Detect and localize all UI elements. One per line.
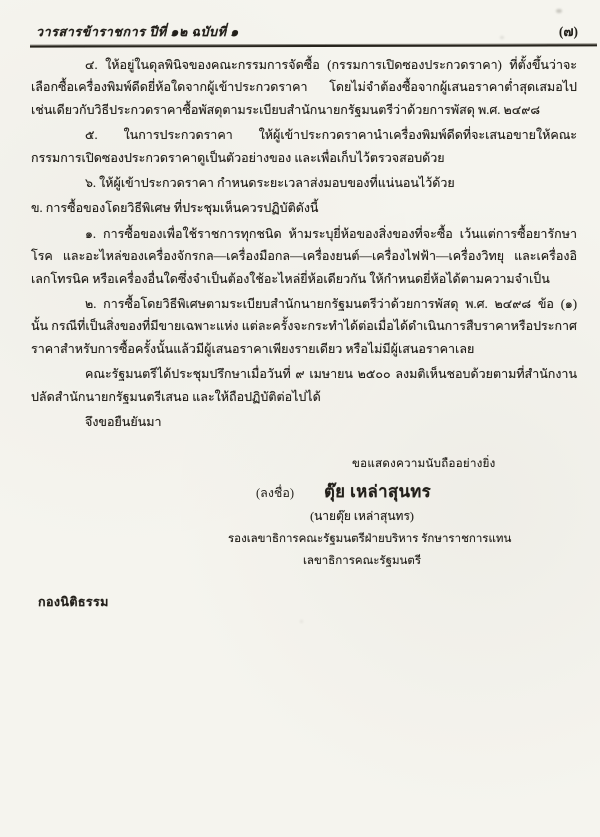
scan-noise	[300, 620, 303, 623]
page-number: (๗)	[558, 24, 578, 39]
signed-label: (ลงชื่อ)	[256, 486, 295, 500]
header-divider	[30, 43, 597, 47]
scan-noise	[556, 9, 562, 13]
closing-line: จึงขอยืนยันมา	[85, 415, 162, 430]
complimentary-close: ขอแสดงความนับถืออย่างยิ่ง	[352, 458, 496, 470]
signer-position-line1: รองเลขาธิการคณะรัฐมนตรีฝ่ายบริหาร รักษาราชการแทน	[228, 533, 512, 545]
paragraph-2: ๒. การซื้อโดยวิธีพิเศษตามระเบียบสำนักนายกรัฐมนตรีว่าด้วยการพัสดุ พ.ศ. ๒๔๙๘ ข้อ (๑) นั้น กรณีที่เป็นสิ่งของที่มีขายเฉพาะแห่ง แต่ละครั้งจะกระทำได้ต่อเมื่อได้ดำเนินการสืบราคาหรือประกาศราคาสำหรับการซื้อครั้งนั้นแล้วมีผู้เสนอราคาเพียงรายเดียว หรือไม่มีผู้เสนอราคาเลย	[31, 297, 577, 356]
signature-name: ตุ๊ย เหล่าสุนทร	[324, 482, 432, 501]
paragraph-1: ๑. การซื้อของเพื่อใช้ราชการทุกชนิด ห้ามระบุยี่ห้อของสิ่งของที่จะซื้อ เว้นแต่การซื้อยารักษาโรค และอะไหล่ของเครื่องจักรกล—เครื่องมือกล—เครื่องยนต์—เครื่องไฟฟ้า—เครื่องวิทยุ และเครื่องอิเลกโทรนิค หรือเครื่องอื่นใดซึ่งจำเป็นต้องใช้อะไหล่ยี่ห้อเดียวกัน ให้กำหนดยี่ห้อได้ตามความจำเป็น	[31, 226, 577, 286]
signer-position-line2: เลขาธิการคณะรัฐมนตรี	[302, 555, 422, 567]
section-kho-heading: ข. การซื้อของโดยวิธีพิเศษ ที่ประชุมเห็นควรปฏิบัติดังนี้	[31, 201, 319, 216]
department-label: กองนิติธรรม	[38, 595, 109, 609]
document-body	[31, 54, 577, 436]
paragraph-4: ๔. ให้อยู่ในดุลพินิจของคณะกรรมการจัดซื้อ (กรรมการเปิดซองประกวดราคา) ที่ตั้งขึ้นว่าจะเลือกซื้อเครื่องพิมพ์ดีดยี่ห้อใดจากผู้เข้าประกวดราคา โดยไม่จำต้องซื้อจากผู้เสนอราคาต่ำสุดเสมอไป เช่นเดียวกับวิธีประกวดราคาซื้อพัสดุตามระเบียบสำนักนายกรัฐมนตรีว่าด้วยการพัสดุ พ.ศ. ๒๔๙๘	[31, 58, 577, 117]
cabinet-resolution-paragraph: คณะรัฐมนตรีได้ประชุมปรึกษาเมื่อวันที่ ๙ เมษายน ๒๕๐๐ ลงมติเห็นชอบด้วยตามที่สำนักงานปลัดสำนักนายกรัฐมนตรีเสนอ และให้ถือปฏิบัติต่อไปได้	[31, 367, 577, 404]
paragraph-5: ๕. ในการประกวดราคา ให้ผู้เข้าประกวดราคานำเครื่องพิมพ์ดีดที่จะเสนอขายให้คณะกรรมการเปิดซองประกวดราคาดูเป็นตัวอย่างของ และเพื่อเก็บไว้ตรวจสอบด้วย	[31, 128, 577, 165]
journal-title: วารสารข้าราชการ ปีที่ ๑๒ ฉบับที่ ๑	[36, 25, 239, 39]
signature-row	[256, 479, 431, 505]
page-header	[36, 20, 578, 42]
paragraph-6: ๖. ให้ผู้เข้าประกวดราคา กำหนดระยะเวลาส่งมอบของที่แน่นอนไว้ด้วย	[85, 176, 455, 191]
signer-name-parenthetical: (นายตุ๊ย เหล่าสุนทร)	[310, 509, 414, 523]
